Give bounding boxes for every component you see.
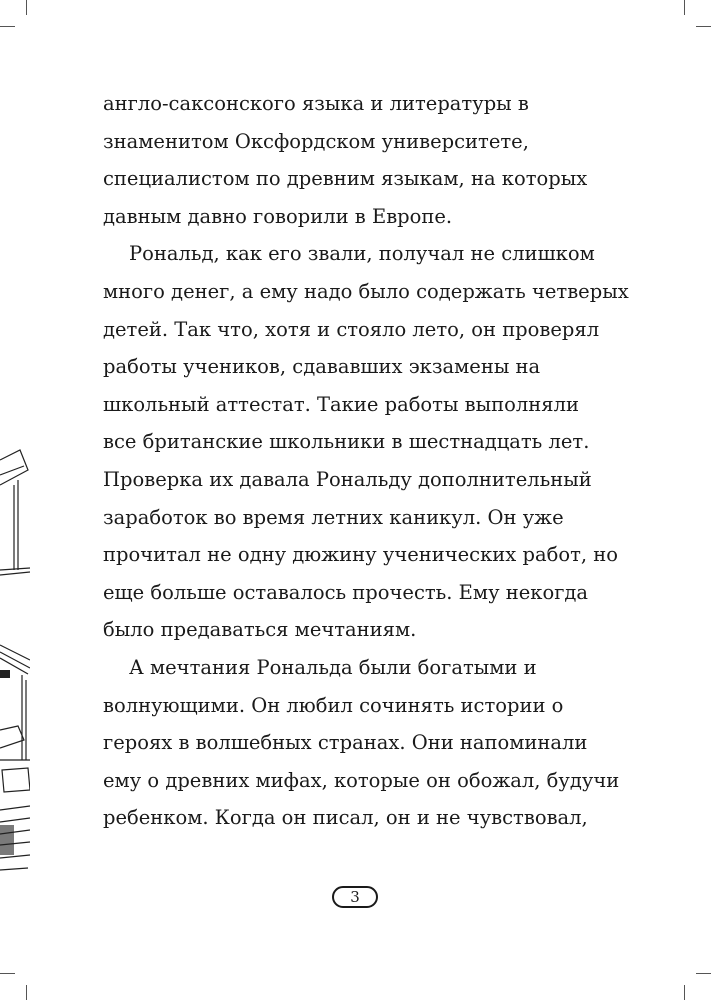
text-line: детей. Так что, хотя и стояло лето, он проверял: [103, 317, 600, 341]
crop-mark: [696, 26, 711, 27]
crop-mark: [26, 0, 27, 15]
text-line: А мечтания Рональда были богатыми и: [129, 655, 537, 679]
text-line: ребенком. Когда он писал, он и не чувствовал,: [103, 806, 588, 830]
text-line: волнующими. Он любил сочинять истории о: [103, 693, 564, 717]
page-number: 3: [332, 886, 378, 908]
text-line: все британские школьники в шестнадцать лет.: [103, 430, 590, 454]
text-line: школьный аттестат. Такие работы выполняли: [103, 392, 579, 416]
text-line: Проверка их давала Рональду дополнительный: [103, 467, 592, 491]
text-line: много денег, а ему надо было содержать четверых: [103, 279, 629, 303]
text-line: ему о древних мифах, которые он обожал, будучи: [103, 768, 620, 792]
text-line: англо-саксонского языка и литературы в: [103, 92, 529, 115]
text-line: еще больше оставалось прочесть. Ему некогда: [103, 580, 589, 604]
text-line: специалистом по древним языкам, на которых: [103, 167, 588, 191]
crop-mark: [26, 985, 27, 1000]
text-line: прочитал не одну дюжину ученических работ, но: [103, 543, 618, 567]
text-line: работы учеников, сдававших экзамены на: [103, 355, 541, 379]
text-line: знаменитом Оксфордском университете,: [103, 129, 529, 153]
text-line: давным давно говорили в Европе.: [103, 204, 453, 228]
body-text: [103, 85, 629, 837]
text-line: заработок во время летних каникул. Он уже: [103, 505, 564, 529]
crop-mark: [684, 985, 685, 1000]
text-line: героях в волшебных странах. Они напоминали: [103, 731, 588, 755]
edge-illustration: [0, 430, 30, 880]
crop-mark: [696, 973, 711, 974]
text-line: Рональд, как его звали, получал не слишком: [129, 242, 595, 266]
crop-mark: [0, 973, 15, 974]
text-line: было предаваться мечтаниям.: [103, 618, 417, 642]
crop-mark: [0, 26, 15, 27]
crop-mark: [684, 0, 685, 15]
